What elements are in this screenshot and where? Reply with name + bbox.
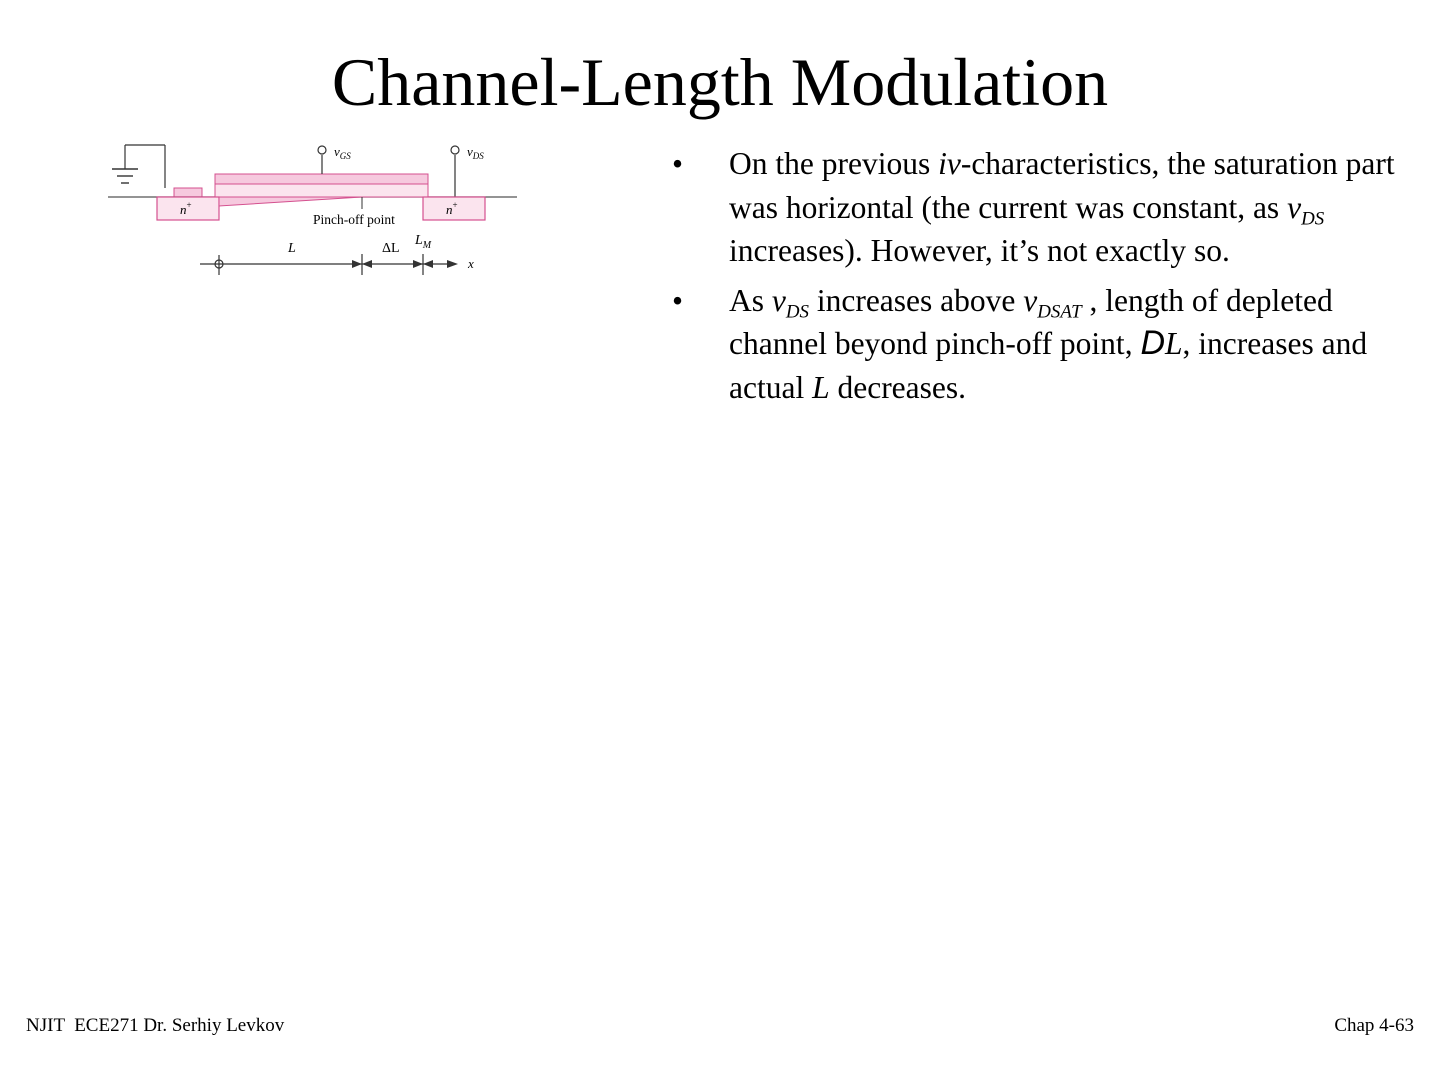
- gate-oxide: [215, 184, 428, 197]
- x-axis-label: x: [468, 256, 474, 271]
- vds-symbol: $v_{DS}$: [771, 282, 809, 323]
- bullet-list: [672, 142, 1402, 415]
- slide-title: Channel-Length Modulation: [331, 44, 1109, 120]
- vds-terminal: [451, 146, 459, 154]
- pinch-off-label: Pinch-off point: [313, 212, 395, 227]
- vds-label: $v_{DS}$: [467, 144, 484, 161]
- bullet-marker: •: [672, 146, 684, 181]
- delta-l-label: ΔL: [382, 241, 400, 256]
- footer-course-info: NJIT ECE271 Dr. Serhiy Levkov: [26, 1015, 285, 1036]
- drain-label: n+: [446, 200, 458, 217]
- bullet-text: As $v_{DS}$ increases above $v_{DSAT}$ , length of depleted channel beyond pinch-off point, DL, increases and actual L decreases.: [729, 282, 1368, 405]
- bullet-text: On the previous iv-characteristics, the saturation part was horizontal (the current was constant, as $v_{DS}$ increases). However, it’s not exactly so.: [729, 146, 1395, 268]
- vdsat-symbol: $v_{DSAT}$: [1023, 282, 1082, 323]
- gate-electrode: [215, 174, 428, 184]
- source-label: n+: [180, 200, 192, 217]
- vds-symbol: $v_{DS}$: [1287, 189, 1325, 230]
- diagram-svg: [100, 135, 525, 285]
- source-contact: [174, 188, 202, 197]
- inversion-channel: [219, 197, 362, 206]
- ground-icon: [112, 145, 165, 188]
- vgs-terminal: [318, 146, 326, 154]
- bullet-item: [672, 142, 1402, 273]
- vgs-label: $v_{GS}$: [334, 144, 351, 161]
- delta-symbol: D: [1140, 324, 1166, 362]
- lm-label: $L_M$: [415, 233, 432, 251]
- footer-page-number: Chap 4-63: [1334, 1015, 1414, 1036]
- bullet-item: [672, 279, 1402, 410]
- mosfet-channel-diagram: [100, 135, 525, 285]
- bullet-marker: •: [672, 282, 684, 318]
- l-label: L: [288, 241, 296, 256]
